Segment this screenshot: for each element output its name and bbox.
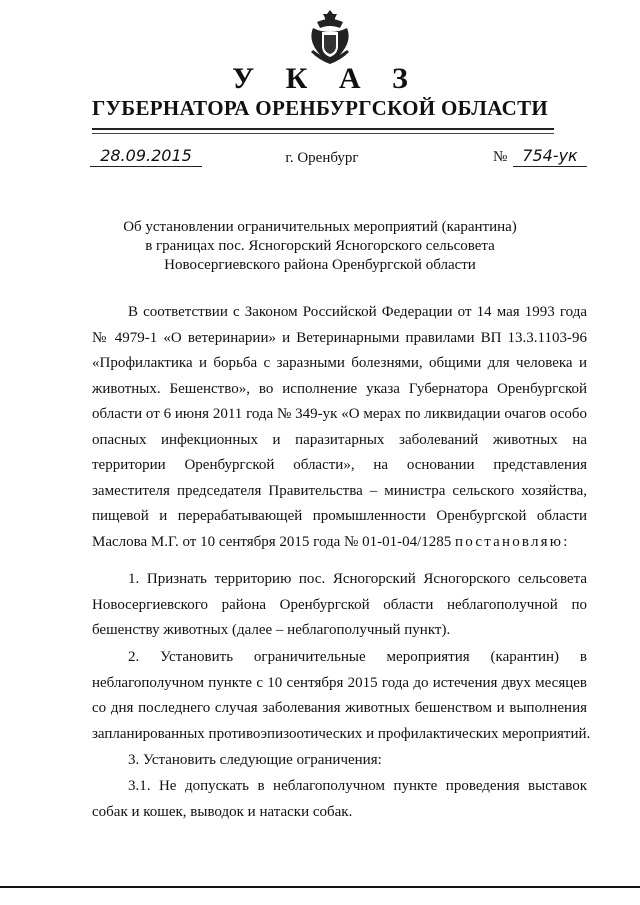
text-line: 2. Установить ограничительные мероприятия (карантин) в: [128, 649, 587, 665]
text-line: территории Оренбургской области», на основании представления: [92, 457, 587, 473]
item-3: [92, 748, 587, 774]
document-date: 28.09.2015: [90, 146, 202, 167]
text-line: опасных инфекционных и паразитарных заболеваний животных на: [92, 431, 587, 448]
text-line-last: [92, 530, 587, 556]
text-line: 1. Признать территорию пос. Ясногорский Ясногорского сельсовета: [128, 571, 587, 587]
text-line: собак и кошек, выводок и натаски собак.: [92, 803, 353, 820]
text-line: «Профилактика и борьба с заразными болезнями, общими для человека и: [92, 355, 587, 371]
text-line: Новосергиевского района Оренбургской области неблагополучной по: [92, 596, 587, 613]
item-2: [92, 645, 591, 747]
text-line: пищевой и перерабатывающей промышленности Оренбургской области: [92, 508, 587, 524]
text-line: 3. Установить следующие ограничения:: [128, 752, 382, 768]
item-3-1: [92, 774, 587, 825]
preamble-paragraph: [92, 300, 587, 555]
subject-line: Новосергиевского района Оренбургской области: [164, 257, 476, 273]
text-line: неблагополучном пункте с 10 сентября 2015 года до истечения двух месяцев: [92, 674, 587, 691]
page-bottom-rule: [0, 886, 640, 888]
document-title: У К А З: [232, 62, 420, 95]
header-rule-thin: [92, 133, 554, 134]
decree-word: постановляю:: [455, 533, 570, 550]
document-city: г. Оренбург: [285, 150, 359, 166]
text-line: области от 6 июня 2011 года № 349-ук «О мерах по ликвидации очагов особо: [92, 406, 587, 422]
text-line: 3.1. Не допускать в неблагополучном пункте проведения выставок: [128, 778, 587, 794]
number-label: №: [493, 149, 508, 165]
text-line: животных. Бешенство», во исполнение указа Губернатора Оренбургской: [92, 380, 587, 397]
coat-of-arms-emblem: [307, 8, 353, 66]
document-subject: [120, 218, 520, 275]
header-rule: [92, 128, 554, 130]
document-number: 754-ук: [513, 146, 587, 167]
subject-line: Об установлении ограничительных мероприятий (карантина): [123, 219, 517, 235]
text-line: запланированных противоэпизоотических и профилактических мероприятий.: [92, 725, 591, 742]
text-line: заместителя председателя Правительства – министра сельского хозяйства,: [92, 482, 587, 499]
text-line: со дня последнего случая заболевания животных бешенством и выполнения: [92, 700, 587, 716]
text-line: В соответствии с Законом Российской Федерации от 14 мая 1993 года: [128, 304, 587, 320]
item-1: [92, 567, 587, 644]
signatory-reference: Маслова М.Г. от 10 сентября 2015 года № 01-01-04/1285: [92, 533, 452, 550]
document-issuer: ГУБЕРНАТОРА ОРЕНБУРГСКОЙ ОБЛАСТИ: [91, 96, 549, 120]
text-line: бешенству животных (далее – неблагополучный пункт).: [92, 622, 451, 638]
text-line: № 4979-1 «О ветеринарии» и Ветеринарными правилами ВП 13.3.1103-96: [92, 329, 587, 346]
subject-line: в границах пос. Ясногорский Ясногорского сельсовета: [145, 238, 495, 254]
